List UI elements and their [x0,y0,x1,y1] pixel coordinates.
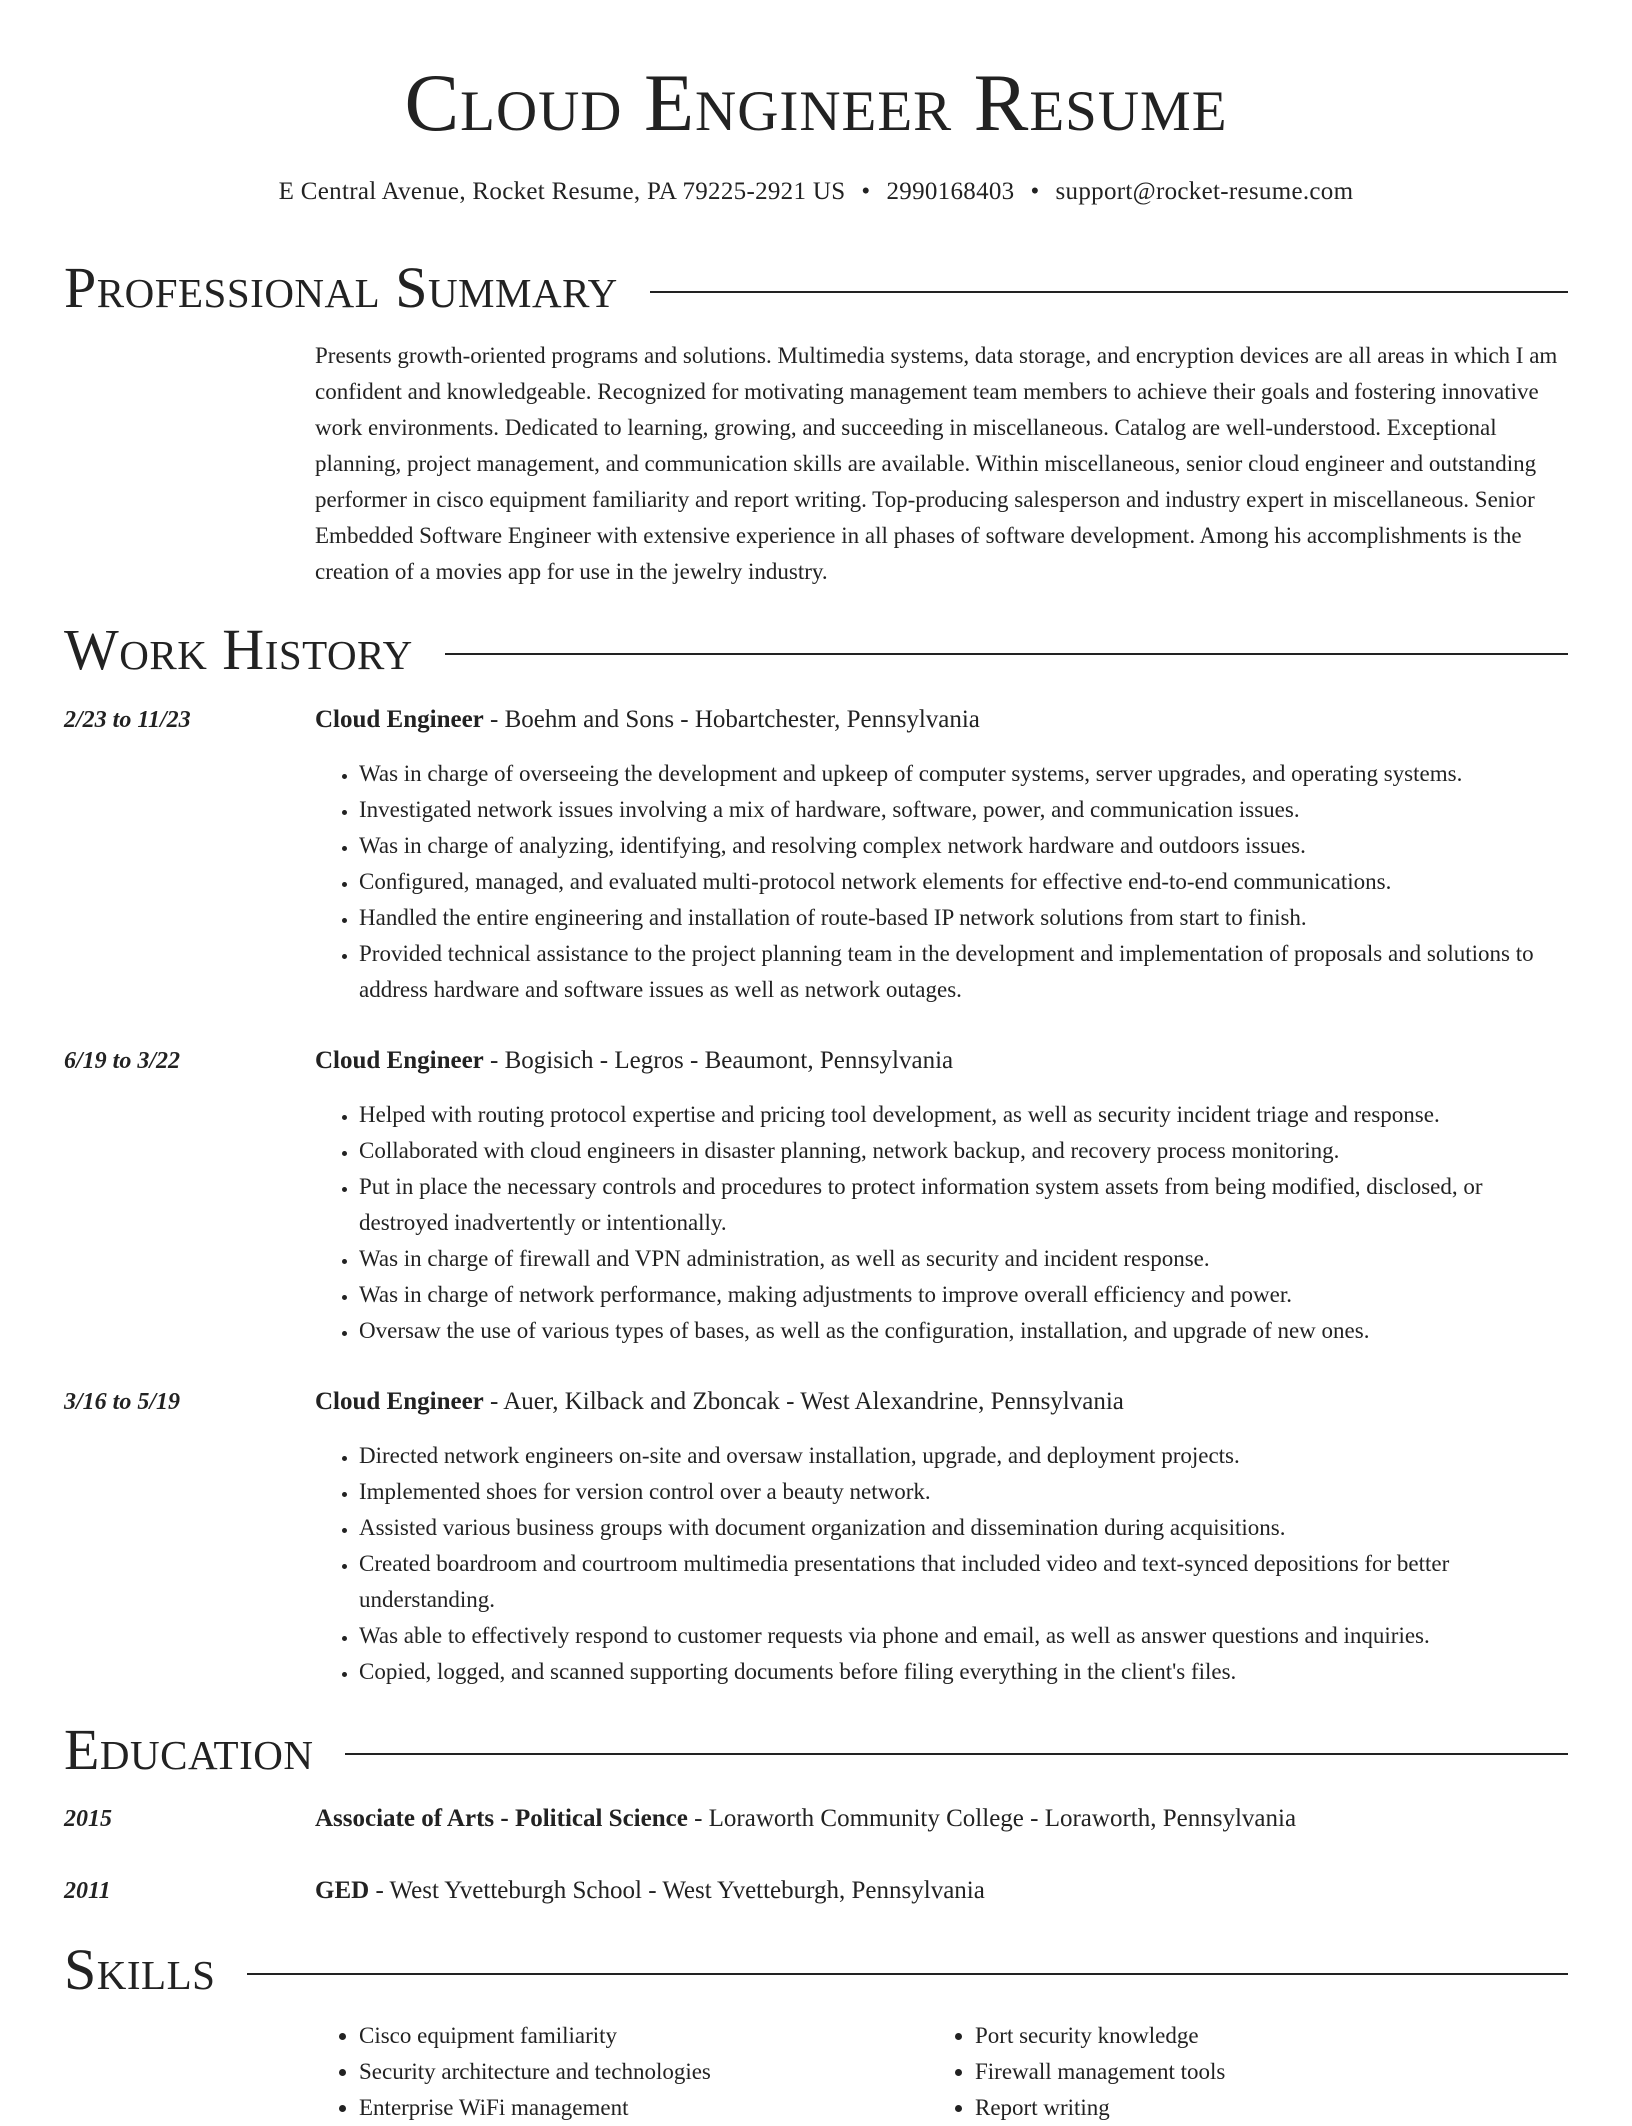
skill-item: • Port security knowledge [975,2018,1535,2054]
list-item: • Was able to effectively respond to customer requests via phone and email, as well as answer questions and inquiries. [359,1618,1568,1654]
skill-item: • Enterprise WiFi management [359,2090,919,2126]
skill-item: • Security architecture and technologies [359,2054,919,2090]
skills-heading: Skills [64,1937,216,2002]
work-section-header [64,617,1568,682]
page-title: Cloud Engineer Resume [404,57,1228,148]
section-divider [345,1753,1568,1755]
list-item: • Was in charge of network performance, making adjustments to improve overall efficiency and power. [359,1277,1568,1313]
summary-section-header [64,255,1568,320]
work-heading: Work History [64,617,413,682]
summary-text: Presents growth-oriented programs and solutions. Multimedia systems, data storage, and encryption devices are all areas in which I am confident and knowledgeable. Recognized for motivating management team members to achieve their goals and fostering innovative work environments. Dedicated to learning, growing, and succeeding in miscellaneous. Catalog are well-understood. Exceptional planning, project management, and communication skills are available. Within miscellaneous, senior cloud engineer and outstanding performer in cisco equipment familiarity and report writing. Top-producing salesperson and industry expert in miscellaneous. Senior Embedded Software Engineer with extensive experience in all phases of software development. Among his accomplishments is the creation of a movies app for use in the jewelry industry. [315,343,1558,584]
list-item: • Assisted various business groups with document organization and dissemination during acquisitions. [359,1510,1568,1546]
list-item: • Created boardroom and courtroom multimedia presentations that included video and text-synced depositions for better understanding. [359,1546,1568,1618]
work-role-line [315,1043,953,1079]
job-title: Cloud Engineer [315,1388,484,1415]
job-title: Cloud Engineer [315,706,484,733]
list-item: • Provided technical assistance to the project planning team in the development and implementation of proposals and solutions to address hardware and software issues as well as network outages. [359,936,1568,1008]
work-date: 2/23 to 11/23 [64,707,191,733]
employer-details: - Boehm and Sons - Hobartchester, Pennsylvania [483,706,980,733]
work-bullets [359,756,1568,1008]
summary-heading: Professional Summary [64,255,618,320]
skills-section-header [64,1937,1568,2002]
skills-list-right [975,2018,1535,2126]
work-role-line [315,1384,1124,1420]
degree: GED [315,1877,370,1904]
contact-separator: • [861,178,871,205]
job-title: Cloud Engineer [315,1047,484,1074]
school-details: - West Yvetteburgh School - West Yvetteburgh, Pennsylvania [369,1877,985,1904]
list-item: • Handled the entire engineering and installation of route-based IP network solutions from start to finish. [359,900,1568,936]
skills-list-left [359,2018,919,2126]
list-item: • Helped with routing protocol expertise and pricing tool development, as well as security incident triage and response. [359,1097,1568,1133]
section-divider [650,291,1568,293]
list-item: • Was in charge of overseeing the development and upkeep of computer systems, server upgrades, and operating systems. [359,756,1568,792]
list-item: • Copied, logged, and scanned supporting documents before filing everything in the client's files. [359,1654,1568,1690]
school-details: - Loraworth Community College - Loraworth, Pennsylvania [687,1805,1297,1832]
education-line [315,1801,1296,1837]
list-item: • Investigated network issues involving a mix of hardware, software, power, and communication issues. [359,792,1568,828]
list-item: • Directed network engineers on-site and oversaw installation, upgrade, and deployment projects. [359,1438,1568,1474]
list-item: • Collaborated with cloud engineers in disaster planning, network backup, and recovery process monitoring. [359,1133,1568,1169]
section-divider [445,653,1568,655]
education-date: 2015 [64,1806,112,1832]
work-role-line [315,702,980,738]
list-item: • Was in charge of firewall and VPN administration, as well as security and incident response. [359,1241,1568,1277]
employer-details: - Bogisich - Legros - Beaumont, Pennsylvania [483,1047,954,1074]
contact-phone: 2990168403 [886,178,1015,205]
skill-item: • Cisco equipment familiarity [359,2018,919,2054]
education-heading: Education [64,1717,314,1782]
skill-item: • Report writing [975,2090,1535,2126]
work-bullets [359,1438,1568,1690]
section-divider [247,1973,1568,1975]
education-line [315,1873,985,1909]
contact-address: E Central Avenue, Rocket Resume, PA 79225-2921 US [278,178,846,205]
degree: Associate of Arts - Political Science [315,1805,688,1832]
list-item: • Put in place the necessary controls and procedures to protect information system assets from being modified, disclosed, or destroyed inadvertently or intentionally. [359,1169,1568,1241]
contact-email: support@rocket-resume.com [1055,178,1354,205]
list-item: • Was in charge of analyzing, identifying, and resolving complex network hardware and outdoors issues. [359,828,1568,864]
work-bullets [359,1097,1568,1349]
contact-line [64,176,1568,208]
employer-details: - Auer, Kilback and Zboncak - West Alexandrine, Pennsylvania [483,1388,1124,1415]
list-item: • Oversaw the use of various types of bases, as well as the configuration, installation, and upgrade of new ones. [359,1313,1568,1349]
list-item: • Configured, managed, and evaluated multi-protocol network elements for effective end-to-end communications. [359,864,1568,900]
work-date: 6/19 to 3/22 [64,1048,181,1074]
education-date: 2011 [64,1878,111,1904]
list-item: • Implemented shoes for version control over a beauty network. [359,1474,1568,1510]
work-date: 3/16 to 5/19 [64,1389,181,1415]
contact-separator: • [1030,178,1040,205]
education-section-header [64,1717,1568,1782]
skill-item: • Firewall management tools [975,2054,1535,2090]
